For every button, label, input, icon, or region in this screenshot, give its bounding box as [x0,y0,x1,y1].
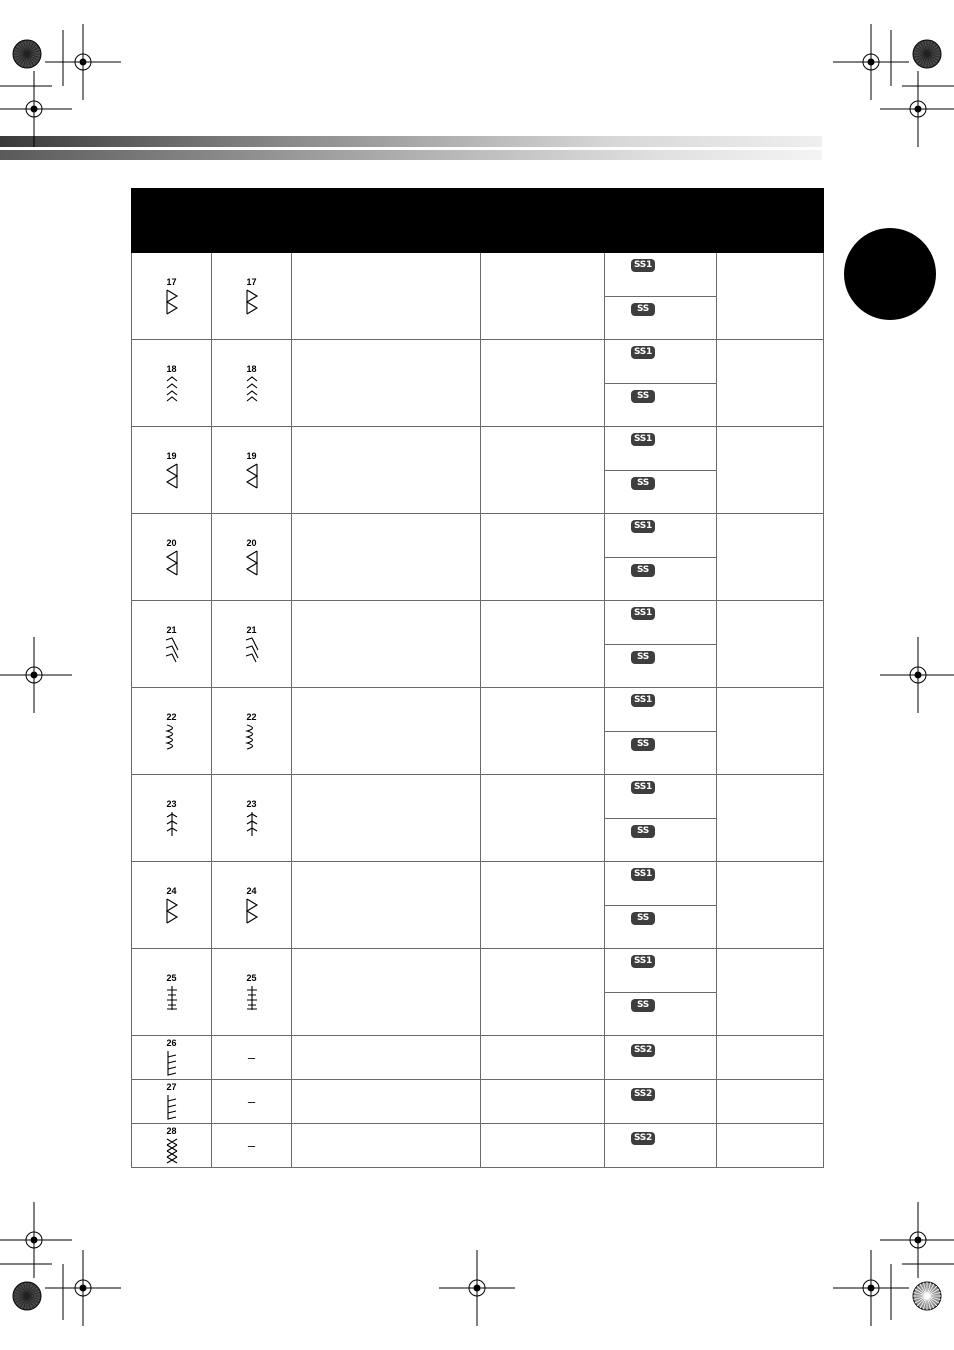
foot-cell [605,688,717,775]
presser-foot-badge: SS [631,564,655,577]
feather-stitch-icon [164,810,180,838]
stitch-number: 27 [166,1082,177,1092]
header-bar-top [0,136,822,147]
extra-cell [717,427,824,514]
presser-foot-badge: SS [631,825,655,838]
presser-foot-badge: SS [631,999,655,1012]
presser-foot-badge: SS [631,303,655,316]
stitch-number: 26 [166,1038,177,1048]
dash-text: – [247,1093,256,1109]
stitch-number: 23 [166,798,177,809]
foot-cell [605,427,717,514]
extra-cell [717,253,824,340]
chevron-stitch-icon [164,375,180,403]
header-col-foot [605,189,717,253]
stitch-number: 25 [166,972,177,983]
width-cell [481,340,605,427]
application-cell [292,1036,481,1080]
application-cell [292,1080,481,1124]
presser-foot-badge: SS2 [631,1132,655,1145]
stitch-number: 21 [166,624,177,635]
stitch-cell-a [132,949,212,1036]
extra-cell [717,1124,824,1168]
presser-foot-badge: SS [631,651,655,664]
stitch-number: 23 [246,798,257,809]
foot-cell [605,253,717,340]
stitch-cell-a [132,862,212,949]
application-cell [292,340,481,427]
presser-foot-badge: SS2 [631,1088,655,1101]
foot-cell [605,601,717,688]
extra-cell [717,601,824,688]
width-cell [481,427,605,514]
foot-cell [605,1080,717,1124]
extra-cell [717,340,824,427]
presser-foot-badge: SS1 [631,259,655,272]
extra-cell [717,949,824,1036]
foot-cell [605,1124,717,1168]
triangle-stitch-icon [164,549,180,577]
width-cell [481,514,605,601]
table-row [132,1124,824,1168]
stitch-cell-b [212,1036,292,1080]
foot-cell [605,1036,717,1080]
stitch-number: 18 [246,363,257,374]
feather-stitch-icon [244,810,260,838]
extra-cell [717,1036,824,1080]
table-row [132,1080,824,1124]
blind-hem-stitch-icon [164,1093,180,1121]
dash-text: – [247,1049,256,1065]
presser-foot-badge: SS1 [631,955,655,968]
presser-foot-badge: SS1 [631,433,655,446]
stitch-number: 20 [246,537,257,548]
table-row [132,775,824,862]
slant-stitch-icon [164,636,180,664]
width-cell [481,253,605,340]
stitch-number: 20 [166,537,177,548]
stitch-cell-a [132,775,212,862]
stitch-cell-b [212,1080,292,1124]
stitch-cell-b [212,688,292,775]
stitch-cell-b [212,1124,292,1168]
presser-foot-badge: SS2 [631,1044,655,1057]
zigzag-stitch-icon [164,897,180,925]
table-row [132,949,824,1036]
presser-foot-badge: SS1 [631,607,655,620]
application-cell [292,1124,481,1168]
cross-stitch-icon [164,1137,180,1165]
application-cell [292,775,481,862]
foot-cell [605,775,717,862]
width-cell [481,601,605,688]
stitch-number: 24 [166,885,177,896]
triangle-stitch-icon [244,462,260,490]
extra-cell [717,775,824,862]
slant-stitch-icon [244,636,260,664]
width-cell [481,1124,605,1168]
scallop-stitch-icon [244,723,260,751]
foot-cell [605,340,717,427]
width-cell [481,688,605,775]
stitch-cell-a [132,427,212,514]
table-body [132,253,824,1168]
table-row [132,1036,824,1080]
width-cell [481,1036,605,1080]
stitch-number: 18 [166,363,177,374]
presser-foot-badge: SS1 [631,868,655,881]
stitch-cell-a [132,514,212,601]
table-row [132,340,824,427]
header-col-a [132,221,212,253]
stitch-cell-b [212,862,292,949]
chapter-tab [844,228,936,320]
stitch-number: 17 [246,276,257,287]
stitch-number: 22 [166,711,177,722]
width-cell [481,775,605,862]
stitch-number: 17 [166,276,177,287]
presser-foot-badge: SS1 [631,694,655,707]
table-row [132,601,824,688]
header-col-width [481,189,605,253]
stitch-cell-b [212,949,292,1036]
stitch-cell-b [212,253,292,340]
application-cell [292,253,481,340]
presser-foot-badge: SS [631,477,655,490]
stitch-cell-b [212,427,292,514]
stitch-number: 24 [246,885,257,896]
stitch-number: 22 [246,711,257,722]
stitch-cell-b [212,601,292,688]
stitch-number: 19 [166,450,177,461]
application-cell [292,688,481,775]
stitch-cell-b [212,514,292,601]
foot-cell [605,862,717,949]
dash-text: – [247,1137,256,1153]
presser-foot-badge: SS [631,390,655,403]
table-row [132,688,824,775]
table-row [132,514,824,601]
triangle-stitch-icon [244,549,260,577]
wave-stitch-icon [244,984,260,1012]
stitch-number: 21 [246,624,257,635]
presser-foot-badge: SS [631,912,655,925]
stitch-cell-a [132,688,212,775]
application-cell [292,862,481,949]
presser-foot-badge: SS1 [631,520,655,533]
stitch-number: 25 [246,972,257,983]
stitch-number: 28 [166,1126,177,1136]
header-col-extra [717,189,824,253]
zigzag-stitch-icon [244,288,260,316]
stitch-cell-a [132,340,212,427]
stitch-cell-b [212,775,292,862]
foot-cell [605,949,717,1036]
extra-cell [717,862,824,949]
stitch-cell-a [132,1080,212,1124]
stitch-number: 19 [246,450,257,461]
foot-cell [605,514,717,601]
application-cell [292,949,481,1036]
blind-hem-stitch-icon [164,1049,180,1077]
presser-foot-badge: SS1 [631,781,655,794]
stitch-cell-a [132,1124,212,1168]
header-bar-bottom [0,150,822,160]
table-row [132,427,824,514]
stitch-cell-b [212,340,292,427]
application-cell [292,601,481,688]
presser-foot-badge: SS1 [631,346,655,359]
application-cell [292,514,481,601]
triangle-stitch-icon [164,462,180,490]
header-col-application [292,189,481,253]
width-cell [481,1080,605,1124]
stitch-cell-a [132,1036,212,1080]
chevron-stitch-icon [244,375,260,403]
width-cell [481,862,605,949]
extra-cell [717,514,824,601]
width-cell [481,949,605,1036]
stitch-cell-a [132,253,212,340]
header-col-b [212,221,292,253]
zigzag-stitch-icon [164,288,180,316]
extra-cell [717,1080,824,1124]
application-cell [292,427,481,514]
presser-foot-badge: SS [631,738,655,751]
table-header [132,189,824,253]
zigzag-stitch-icon [244,897,260,925]
header-stitch-group [132,189,292,221]
scallop-stitch-icon [164,723,180,751]
wave-stitch-icon [164,984,180,1012]
stitch-table [131,188,824,1168]
stitch-cell-a [132,601,212,688]
table-row [132,253,824,340]
extra-cell [717,688,824,775]
table-row [132,862,824,949]
